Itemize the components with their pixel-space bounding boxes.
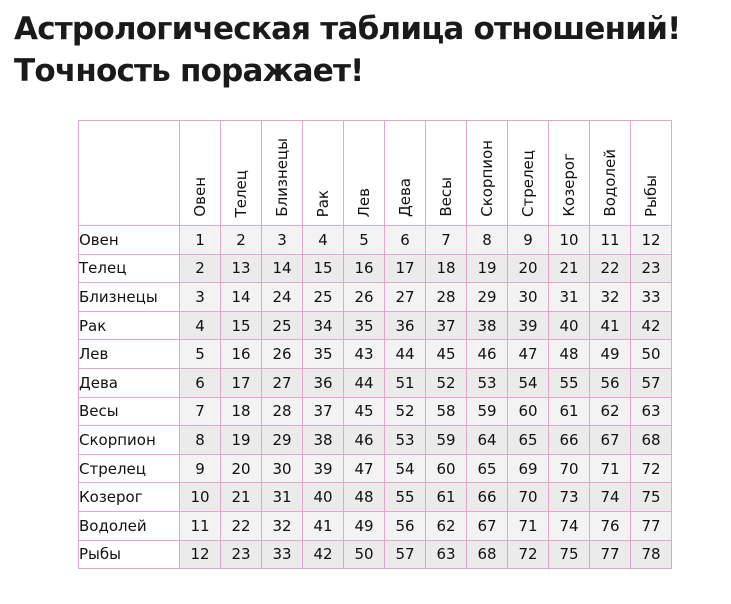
table-cell: 8 xyxy=(180,426,221,455)
column-header-label: Рыбы xyxy=(642,175,660,217)
table-cell: 25 xyxy=(262,311,303,340)
column-header xyxy=(590,121,631,226)
table-cell: 15 xyxy=(221,311,262,340)
table-cell: 56 xyxy=(385,511,426,540)
table-cell: 44 xyxy=(344,368,385,397)
column-header-label: Весы xyxy=(437,177,455,217)
table-cell: 20 xyxy=(508,254,549,283)
table-cell: 22 xyxy=(590,254,631,283)
table-cell: 38 xyxy=(303,426,344,455)
table-row xyxy=(79,483,672,512)
table-cell: 39 xyxy=(508,311,549,340)
table-cell: 45 xyxy=(426,340,467,369)
table-cell: 67 xyxy=(590,426,631,455)
table-cell: 32 xyxy=(262,511,303,540)
table-cell: 10 xyxy=(180,483,221,512)
table-cell: 30 xyxy=(508,283,549,312)
table-cell: 52 xyxy=(385,397,426,426)
table-cell: 18 xyxy=(221,397,262,426)
table-cell: 10 xyxy=(549,226,590,255)
table-cell: 34 xyxy=(303,311,344,340)
table-row xyxy=(79,340,672,369)
table-cell: 6 xyxy=(180,368,221,397)
header-row xyxy=(79,121,672,226)
table-cell: 48 xyxy=(549,340,590,369)
column-header-label: Близнецы xyxy=(273,138,291,217)
table-cell: 75 xyxy=(549,540,590,569)
table-cell: 4 xyxy=(303,226,344,255)
table-cell: 38 xyxy=(467,311,508,340)
table-row xyxy=(79,397,672,426)
table-cell: 54 xyxy=(508,368,549,397)
table-cell: 24 xyxy=(262,283,303,312)
row-header-label: Весы xyxy=(79,397,180,426)
table-cell: 2 xyxy=(180,254,221,283)
table-cell: 9 xyxy=(180,454,221,483)
row-header-label: Овен xyxy=(79,226,180,255)
column-header xyxy=(549,121,590,226)
page-title-line-2: Точность поражает! xyxy=(14,53,364,89)
table-cell: 63 xyxy=(631,397,672,426)
column-header xyxy=(180,121,221,226)
column-header xyxy=(344,121,385,226)
table-cell: 69 xyxy=(508,454,549,483)
table-cell: 62 xyxy=(590,397,631,426)
table-cell: 60 xyxy=(508,397,549,426)
table-cell: 12 xyxy=(631,226,672,255)
table-cell: 66 xyxy=(549,426,590,455)
table-cell: 15 xyxy=(303,254,344,283)
table-cell: 63 xyxy=(426,540,467,569)
table-row xyxy=(79,540,672,569)
table-cell: 64 xyxy=(467,426,508,455)
table-cell: 72 xyxy=(508,540,549,569)
table-cell: 30 xyxy=(262,454,303,483)
table-cell: 77 xyxy=(631,511,672,540)
table-cell: 61 xyxy=(426,483,467,512)
table-cell: 60 xyxy=(426,454,467,483)
table-cell: 21 xyxy=(221,483,262,512)
table-cell: 74 xyxy=(590,483,631,512)
table-cell: 36 xyxy=(385,311,426,340)
table-cell: 48 xyxy=(344,483,385,512)
row-header-label: Лев xyxy=(79,340,180,369)
column-header-label: Стрелец xyxy=(519,150,537,217)
table-cell: 7 xyxy=(426,226,467,255)
table-cell: 50 xyxy=(631,340,672,369)
table-cell: 37 xyxy=(426,311,467,340)
table-cell: 4 xyxy=(180,311,221,340)
column-header-label: Дева xyxy=(396,178,414,217)
table-cell: 51 xyxy=(385,368,426,397)
table-cell: 41 xyxy=(590,311,631,340)
table-cell: 31 xyxy=(549,283,590,312)
table-row xyxy=(79,311,672,340)
column-header xyxy=(467,121,508,226)
table-cell: 43 xyxy=(344,340,385,369)
table-row xyxy=(79,511,672,540)
table-cell: 53 xyxy=(467,368,508,397)
table-cell: 28 xyxy=(426,283,467,312)
column-header xyxy=(262,121,303,226)
table-row xyxy=(79,254,672,283)
table-cell: 23 xyxy=(221,540,262,569)
column-header xyxy=(426,121,467,226)
table-cell: 61 xyxy=(549,397,590,426)
table-cell: 55 xyxy=(385,483,426,512)
row-header-label: Скорпион xyxy=(79,426,180,455)
table-cell: 40 xyxy=(303,483,344,512)
page-title xyxy=(14,8,729,92)
row-header-label: Водолей xyxy=(79,511,180,540)
table-row xyxy=(79,454,672,483)
corner-cell xyxy=(79,121,180,226)
row-header-label: Телец xyxy=(79,254,180,283)
table-cell: 75 xyxy=(631,483,672,512)
table-cell: 26 xyxy=(344,283,385,312)
table-cell: 46 xyxy=(467,340,508,369)
table-cell: 44 xyxy=(385,340,426,369)
column-header-label: Козерог xyxy=(560,153,578,217)
table-cell: 58 xyxy=(426,397,467,426)
table-cell: 65 xyxy=(508,426,549,455)
compatibility-table xyxy=(78,120,672,569)
table-cell: 7 xyxy=(180,397,221,426)
column-header-label: Овен xyxy=(191,177,209,217)
table-cell: 1 xyxy=(180,226,221,255)
table-cell: 55 xyxy=(549,368,590,397)
table-cell: 78 xyxy=(631,540,672,569)
table-body xyxy=(79,226,672,569)
table-cell: 67 xyxy=(467,511,508,540)
table-cell: 57 xyxy=(631,368,672,397)
table-cell: 32 xyxy=(590,283,631,312)
column-header-label: Телец xyxy=(232,169,250,217)
table-cell: 3 xyxy=(262,226,303,255)
table-cell: 41 xyxy=(303,511,344,540)
table-cell: 33 xyxy=(631,283,672,312)
table-row xyxy=(79,426,672,455)
column-header xyxy=(303,121,344,226)
table-cell: 47 xyxy=(508,340,549,369)
table-cell: 77 xyxy=(590,540,631,569)
table-cell: 17 xyxy=(385,254,426,283)
table-cell: 8 xyxy=(467,226,508,255)
table-cell: 23 xyxy=(631,254,672,283)
table-cell: 68 xyxy=(467,540,508,569)
table-cell: 47 xyxy=(344,454,385,483)
table-cell: 72 xyxy=(631,454,672,483)
table-cell: 59 xyxy=(426,426,467,455)
table-cell: 29 xyxy=(262,426,303,455)
table-cell: 29 xyxy=(467,283,508,312)
table-cell: 53 xyxy=(385,426,426,455)
table-cell: 5 xyxy=(344,226,385,255)
table-cell: 6 xyxy=(385,226,426,255)
column-header xyxy=(221,121,262,226)
table-cell: 35 xyxy=(344,311,385,340)
table-cell: 49 xyxy=(590,340,631,369)
table-cell: 73 xyxy=(549,483,590,512)
table-cell: 26 xyxy=(262,340,303,369)
table-cell: 9 xyxy=(508,226,549,255)
table-cell: 76 xyxy=(590,511,631,540)
table-cell: 12 xyxy=(180,540,221,569)
row-header-label: Козерог xyxy=(79,483,180,512)
row-header-label: Стрелец xyxy=(79,454,180,483)
table-cell: 5 xyxy=(180,340,221,369)
table-cell: 68 xyxy=(631,426,672,455)
table-cell: 35 xyxy=(303,340,344,369)
table-cell: 37 xyxy=(303,397,344,426)
table-cell: 14 xyxy=(221,283,262,312)
column-header xyxy=(508,121,549,226)
table-cell: 22 xyxy=(221,511,262,540)
table-cell: 21 xyxy=(549,254,590,283)
row-header-label: Близнецы xyxy=(79,283,180,312)
table-cell: 52 xyxy=(426,368,467,397)
table-cell: 54 xyxy=(385,454,426,483)
table-cell: 42 xyxy=(631,311,672,340)
table-cell: 16 xyxy=(344,254,385,283)
row-header-label: Рыбы xyxy=(79,540,180,569)
table-cell: 28 xyxy=(262,397,303,426)
table-row xyxy=(79,368,672,397)
table-cell: 33 xyxy=(262,540,303,569)
table-cell: 27 xyxy=(262,368,303,397)
table-cell: 17 xyxy=(221,368,262,397)
table-cell: 71 xyxy=(508,511,549,540)
table-cell: 57 xyxy=(385,540,426,569)
table-cell: 11 xyxy=(590,226,631,255)
table-row xyxy=(79,283,672,312)
table-cell: 31 xyxy=(262,483,303,512)
table-cell: 45 xyxy=(344,397,385,426)
table-cell: 36 xyxy=(303,368,344,397)
table-cell: 2 xyxy=(221,226,262,255)
table-cell: 70 xyxy=(508,483,549,512)
column-header-label: Лев xyxy=(355,187,373,217)
column-header xyxy=(631,121,672,226)
table-row xyxy=(79,226,672,255)
table-cell: 42 xyxy=(303,540,344,569)
table-cell: 19 xyxy=(467,254,508,283)
table-cell: 20 xyxy=(221,454,262,483)
table-cell: 39 xyxy=(303,454,344,483)
table-cell: 49 xyxy=(344,511,385,540)
table-cell: 71 xyxy=(590,454,631,483)
column-header-label: Водолей xyxy=(601,149,619,217)
table-cell: 19 xyxy=(221,426,262,455)
table-cell: 3 xyxy=(180,283,221,312)
column-header xyxy=(385,121,426,226)
table-cell: 46 xyxy=(344,426,385,455)
table-cell: 16 xyxy=(221,340,262,369)
table-cell: 62 xyxy=(426,511,467,540)
row-header-label: Рак xyxy=(79,311,180,340)
table-cell: 65 xyxy=(467,454,508,483)
table-cell: 40 xyxy=(549,311,590,340)
table-cell: 18 xyxy=(426,254,467,283)
column-header-label: Скорпион xyxy=(478,140,496,217)
table-cell: 11 xyxy=(180,511,221,540)
table-cell: 74 xyxy=(549,511,590,540)
column-header-label: Рак xyxy=(314,189,332,217)
page-title-line-1: Астрологическая таблица отношений! xyxy=(14,11,681,47)
table-cell: 59 xyxy=(467,397,508,426)
table-cell: 56 xyxy=(590,368,631,397)
table-cell: 25 xyxy=(303,283,344,312)
table-cell: 27 xyxy=(385,283,426,312)
table-cell: 70 xyxy=(549,454,590,483)
table-cell: 14 xyxy=(262,254,303,283)
table-cell: 50 xyxy=(344,540,385,569)
table-cell: 13 xyxy=(221,254,262,283)
table-cell: 66 xyxy=(467,483,508,512)
row-header-label: Дева xyxy=(79,368,180,397)
